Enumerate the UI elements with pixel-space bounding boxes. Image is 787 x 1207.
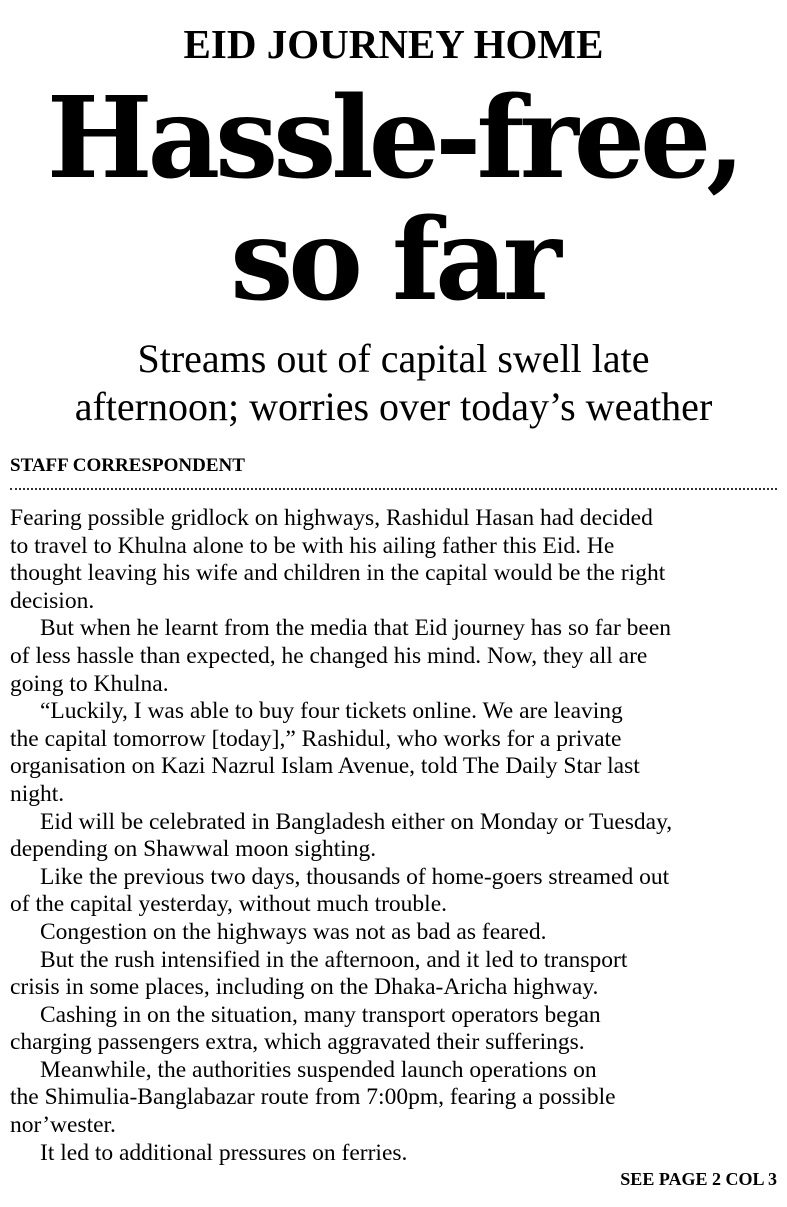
byline: STAFF CORRESPONDENT: [10, 455, 245, 476]
headline-line-1: Hassle-free,: [46, 73, 741, 204]
body-line: “Luckily, I was able to buy four tickets online. We are leaving: [40, 698, 623, 725]
body-line: going to Khulna.: [10, 670, 169, 697]
body-line: crisis in some places, including on the Dhaka-Aricha highway.: [10, 974, 599, 1001]
deck: [0, 335, 787, 431]
headline: [0, 73, 787, 326]
body-line: the Shimulia-Banglabazar route from 7:00pm, fearing a possible: [10, 1084, 616, 1111]
dotted-divider: [10, 488, 777, 490]
deck-line-1: Streams out of capital swell late: [137, 336, 650, 381]
body-line: charging passengers extra, which aggravated their sufferings.: [10, 1029, 585, 1056]
body-line: thought leaving his wife and children in the capital would be the right: [10, 560, 666, 587]
body-line: the capital tomorrow [today],” Rashidul, who works for a private: [10, 725, 622, 752]
body-line: depending on Shawwal moon sighting.: [10, 836, 377, 863]
body-line: of less hassle than expected, he changed his mind. Now, they all are: [10, 642, 648, 669]
headline-line-2: so far: [230, 195, 557, 326]
body-line: decision.: [10, 587, 95, 614]
kicker: EID JOURNEY HOME: [183, 21, 604, 67]
body-line: It led to additional pressures on ferries.: [40, 1139, 408, 1166]
body-line: Cashing in on the situation, many transport operators began: [40, 1001, 601, 1028]
body-line: of the capital yesterday, without much trouble.: [10, 891, 448, 918]
article-body: [10, 505, 777, 1167]
body-line: night.: [10, 780, 65, 807]
body-line: Eid will be celebrated in Bangladesh either on Monday or Tuesday,: [40, 808, 673, 835]
body-line: Fearing possible gridlock on highways, Rashidul Hasan had decided: [10, 505, 653, 531]
body-line: Congestion on the highways was not as bad as feared.: [40, 918, 547, 945]
body-line: to travel to Khulna alone to be with his ailing father this Eid. He: [10, 532, 615, 559]
deck-line-2: afternoon; worries over today’s weather: [74, 384, 713, 429]
body-line: Meanwhile, the authorities suspended launch operations on: [40, 1056, 597, 1083]
body-line: But when he learnt from the media that Eid journey has so far been: [40, 615, 672, 642]
body-line: Like the previous two days, thousands of home-goers streamed out: [40, 863, 670, 890]
body-line: nor’wester.: [10, 1112, 116, 1139]
continuation-jump: SEE PAGE 2 COL 3: [620, 1169, 777, 1189]
body-line: But the rush intensified in the afternoon, and it led to transport: [40, 946, 628, 973]
body-line: organisation on Kazi Nazrul Islam Avenue, told The Daily Star last: [10, 753, 640, 780]
